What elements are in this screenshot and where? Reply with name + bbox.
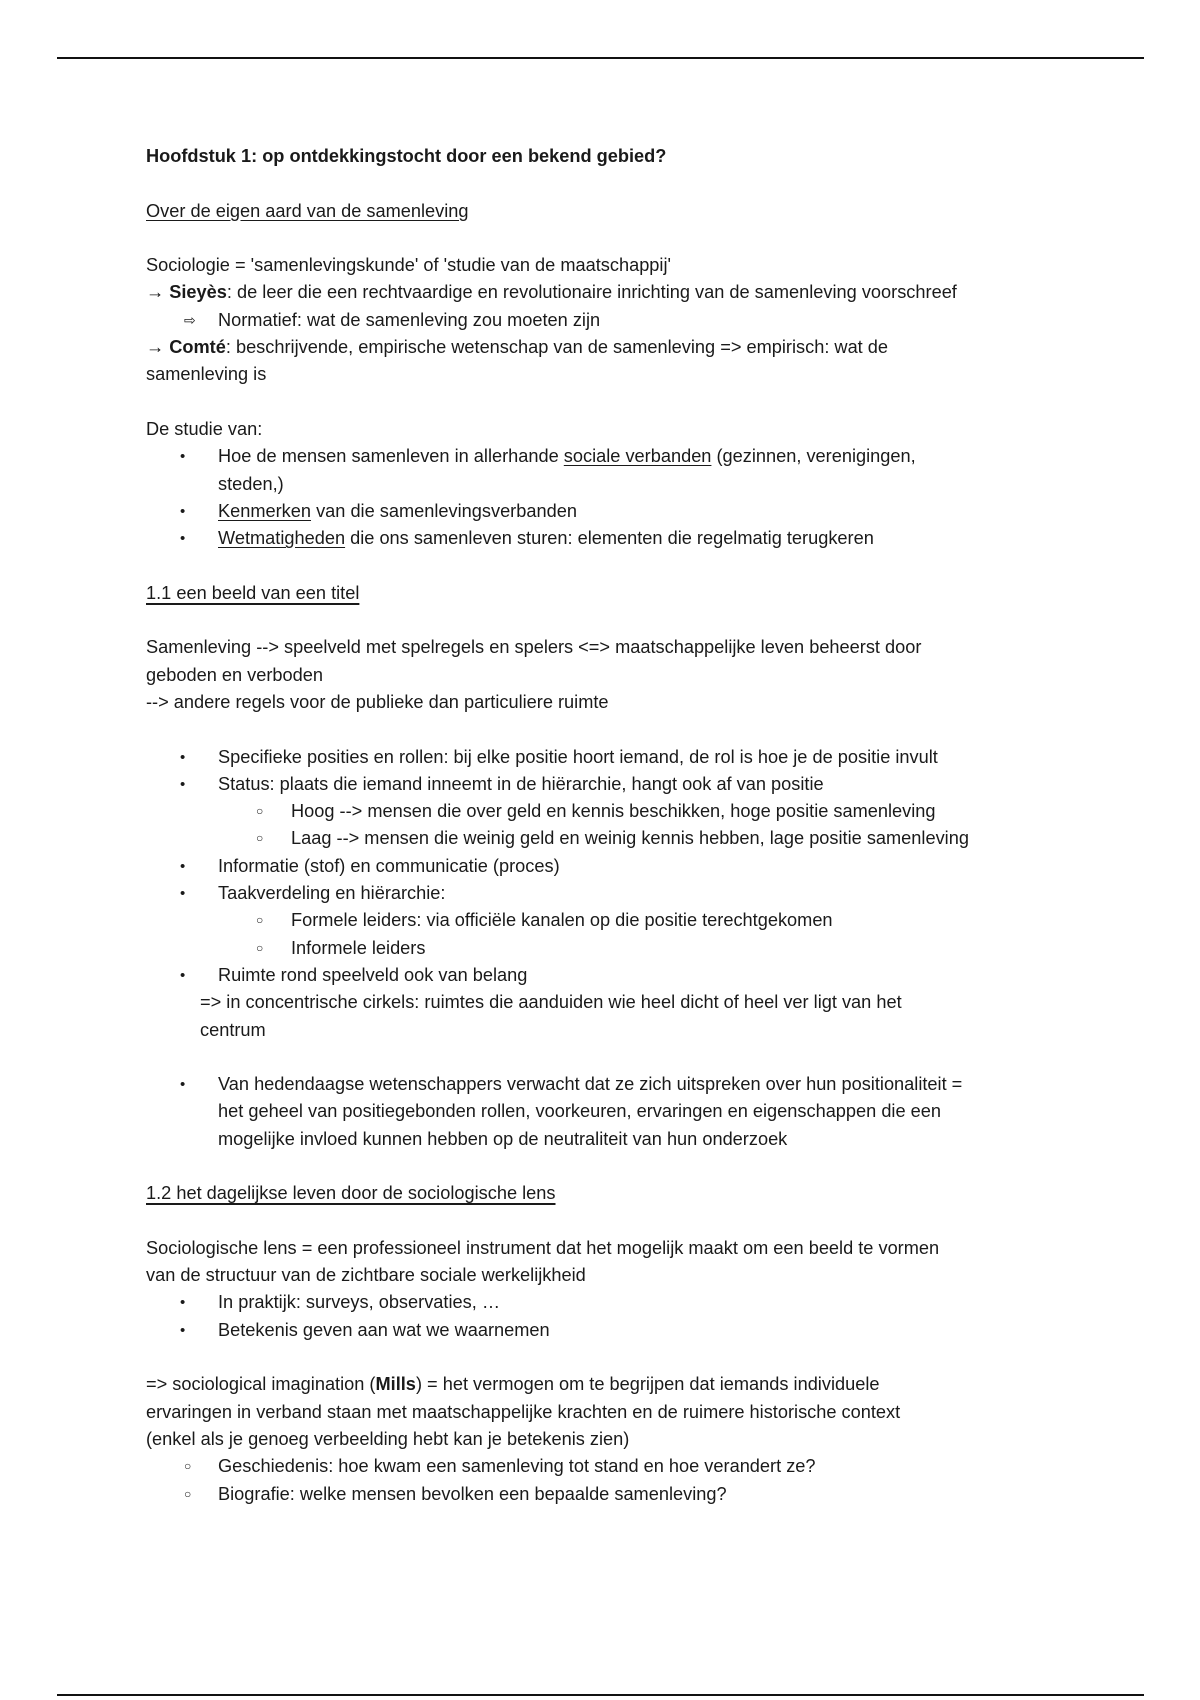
section-heading-eigen-aard: Over de eigen aard van de samenleving <box>146 200 469 221</box>
list-item: • Hoe de mensen samenleven in allerhande sociale verbanden (gezinnen, verenigingen, <box>146 443 1096 470</box>
document-page <box>146 143 1096 1508</box>
bullet-icon: • <box>180 748 186 766</box>
list-item: ○ Geschiedenis: hoe kwam een samenleving tot stand en hoe verandert ze? <box>146 1453 1096 1480</box>
bullet-icon: • <box>180 448 186 466</box>
paragraph-line: geboden en verboden <box>146 664 323 685</box>
circle-bullet-icon: ○ <box>256 831 264 846</box>
list-item: • Informatie (stof) en communicatie (proces) <box>146 853 1096 880</box>
list-item: • Betekenis geven aan wat we waarnemen <box>146 1317 1096 1344</box>
list-item-continuation: steden,) <box>218 473 284 494</box>
list-item-continuation: centrum <box>200 1019 266 1040</box>
list-item: • Status: plaats die iemand inneemt in de hiërarchie, hangt ook af van positie <box>146 771 1096 798</box>
circle-bullet-icon: ○ <box>184 1459 192 1474</box>
bullet-icon: • <box>180 1076 186 1094</box>
list-item-continuation: => in concentrische cirkels: ruimtes die aanduiden wie heel dicht of heel ver ligt van het <box>200 992 902 1013</box>
circle-bullet-icon: ○ <box>256 804 264 819</box>
bullet-icon: • <box>180 530 186 548</box>
comte-continuation: samenleving is <box>146 364 267 385</box>
arrow-line-sieyes: → Sieyès: de leer die een rechtvaardige en revolutionaire inrichting van de samenleving voorschreef <box>146 282 957 303</box>
arrow-icon: → <box>146 282 165 303</box>
paragraph-line: Sociologische lens = een professioneel instrument dat het mogelijk maakt om een beeld te vormen <box>146 1237 940 1258</box>
circle-bullet-icon: ○ <box>184 1486 192 1501</box>
bullet-icon: • <box>180 857 186 875</box>
paragraph-line: ervaringen in verband staan met maatschappelijke krachten en de ruimere historische context <box>146 1401 901 1422</box>
chapter-title: Hoofdstuk 1: op ontdekkingstocht door een bekend gebied? <box>146 146 667 166</box>
bullet-icon: • <box>180 775 186 793</box>
bullet-icon: • <box>180 966 186 984</box>
mills-line: => sociological imagination (Mills) = het vermogen om te begrijpen dat iemands individuele <box>146 1374 880 1395</box>
list-item: • Van hedendaagse wetenschappers verwacht dat ze zich uitspreken over hun positionaliteit = <box>146 1071 1096 1098</box>
header-rule <box>57 57 1144 59</box>
sub-list-item: ○ Informele leiders <box>146 935 1096 962</box>
list-item: ○ Biografie: welke mensen bevolken een bepaalde samenleving? <box>146 1481 1096 1508</box>
bullet-icon: • <box>180 1321 186 1339</box>
arrow-icon: → <box>146 337 165 358</box>
list-item: • Taakverdeling en hiërarchie: <box>146 880 1096 907</box>
paragraph-line: van de structuur van de zichtbare sociale werkelijkheid <box>146 1265 586 1286</box>
bullet-icon: • <box>180 1294 186 1312</box>
list-item-continuation: het geheel van positiegebonden rollen, voorkeuren, ervaringen en eigenschappen die een <box>218 1101 941 1122</box>
sub-list-item: ○ Laag --> mensen die weinig geld en weinig kennis hebben, lage positie samenleving <box>146 825 1096 852</box>
list-item: • In praktijk: surveys, observaties, … <box>146 1289 1096 1316</box>
definition-sociologie: Sociologie = 'samenlevingskunde' of 'studie van de maatschappij' <box>146 255 671 276</box>
list-item-continuation: mogelijke invloed kunnen hebben op de neutraliteit van hun onderzoek <box>218 1128 788 1149</box>
bullet-icon: • <box>180 502 186 520</box>
list-item: • Specifieke posities en rollen: bij elke positie hoort iemand, de rol is hoe je de positie invult <box>146 744 1096 771</box>
circle-bullet-icon: ○ <box>256 913 264 928</box>
footer-rule <box>57 1694 1144 1696</box>
hollow-arrow-icon: ⇨ <box>184 311 196 328</box>
paragraph-line: Samenleving --> speelveld met spelregels en spelers <=> maatschappelijke leven beheerst door <box>146 637 922 658</box>
arrow-line-comte: → Comté: beschrijvende, empirische wetenschap van de samenleving => empirisch: wat de <box>146 337 889 358</box>
normatief-line: ⇨ Normatief: wat de samenleving zou moeten zijn <box>146 307 1096 334</box>
paragraph-line: (enkel als je genoeg verbeelding hebt kan je betekenis zien) <box>146 1428 630 1449</box>
sub-list-item: ○ Formele leiders: via officiële kanalen op die positie terechtgekomen <box>146 907 1096 934</box>
paragraph-line: --> andere regels voor de publieke dan particuliere ruimte <box>146 691 609 712</box>
list-item: • Ruimte rond speelveld ook van belang <box>146 962 1096 989</box>
sub-list-item: ○ Hoog --> mensen die over geld en kennis beschikken, hoge positie samenleving <box>146 798 1096 825</box>
circle-bullet-icon: ○ <box>256 940 264 955</box>
section-heading-1-2: 1.2 het dagelijkse leven door de sociologische lens <box>146 1183 556 1204</box>
list-item: • Wetmatigheden die ons samenleven sturen: elementen die regelmatig terugkeren <box>146 525 1096 552</box>
studie-intro: De studie van: <box>146 418 263 439</box>
section-heading-1-1: 1.1 een beeld van een titel <box>146 582 360 603</box>
bullet-icon: • <box>180 885 186 903</box>
list-item: • Kenmerken van die samenlevingsverbanden <box>146 498 1096 525</box>
